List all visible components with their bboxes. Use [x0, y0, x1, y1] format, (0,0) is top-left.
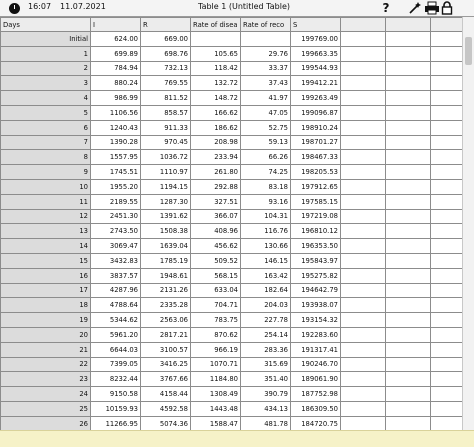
- clock-date: 11.07.2021: [60, 2, 106, 11]
- empty-cell[interactable]: [341, 313, 386, 328]
- row-label[interactable]: 10: [1, 179, 91, 194]
- table-cell[interactable]: 74.25: [241, 165, 291, 180]
- column-header[interactable]: [431, 18, 463, 32]
- table-cell[interactable]: 59.13: [241, 135, 291, 150]
- empty-cell[interactable]: [431, 209, 463, 224]
- table-cell[interactable]: 2743.50: [91, 224, 141, 239]
- table-cell[interactable]: 732.13: [141, 61, 191, 76]
- table-cell[interactable]: 196353.50: [291, 239, 341, 254]
- table-cell[interactable]: 966.19: [191, 342, 241, 357]
- empty-cell[interactable]: [386, 105, 431, 120]
- table-row: [1, 357, 463, 372]
- column-header[interactable]: R: [141, 18, 191, 32]
- table-cell[interactable]: 283.36: [241, 342, 291, 357]
- empty-cell[interactable]: [386, 61, 431, 76]
- empty-cell[interactable]: [341, 268, 386, 283]
- table-cell[interactable]: 633.04: [191, 283, 241, 298]
- table-cell[interactable]: 6644.03: [91, 342, 141, 357]
- empty-cell[interactable]: [341, 239, 386, 254]
- table-row: [1, 313, 463, 328]
- table-cell[interactable]: 7399.05: [91, 357, 141, 372]
- table-row: [1, 416, 463, 431]
- empty-cell[interactable]: [341, 179, 386, 194]
- table-cell[interactable]: [191, 32, 241, 47]
- table-cell[interactable]: 10159.93: [91, 401, 141, 416]
- table-cell[interactable]: 187752.98: [291, 387, 341, 402]
- table-cell[interactable]: 83.18: [241, 179, 291, 194]
- empty-cell[interactable]: [431, 91, 463, 106]
- column-header[interactable]: I: [91, 18, 141, 32]
- table-cell[interactable]: 197219.08: [291, 209, 341, 224]
- table-cell[interactable]: 408.96: [191, 224, 241, 239]
- table-cell[interactable]: 204.03: [241, 298, 291, 313]
- table-cell[interactable]: 1390.28: [91, 135, 141, 150]
- empty-cell[interactable]: [386, 342, 431, 357]
- empty-cell[interactable]: [341, 165, 386, 180]
- table-cell[interactable]: 1194.15: [141, 179, 191, 194]
- empty-cell[interactable]: [431, 357, 463, 372]
- empty-cell[interactable]: [341, 327, 386, 342]
- help-icon[interactable]: ?: [382, 1, 390, 15]
- empty-cell[interactable]: [431, 342, 463, 357]
- table-cell[interactable]: 132.72: [191, 76, 241, 91]
- table-cell[interactable]: 292.88: [191, 179, 241, 194]
- table-cell[interactable]: 3432.83: [91, 253, 141, 268]
- table-cell[interactable]: 9150.58: [91, 387, 141, 402]
- table-cell[interactable]: 29.76: [241, 46, 291, 61]
- table-cell[interactable]: 4592.58: [141, 401, 191, 416]
- table-row: [1, 105, 463, 120]
- table-cell[interactable]: 5074.36: [141, 416, 191, 431]
- table-cell[interactable]: 2817.21: [141, 327, 191, 342]
- clock-time: 16:07: [28, 2, 52, 11]
- empty-cell[interactable]: [341, 357, 386, 372]
- table-row: [1, 32, 463, 47]
- table-cell[interactable]: 199096.87: [291, 105, 341, 120]
- table-cell[interactable]: 199544.93: [291, 61, 341, 76]
- row-label[interactable]: 21: [1, 342, 91, 357]
- row-label[interactable]: 26: [1, 416, 91, 431]
- table-row: [1, 61, 463, 76]
- table-cell[interactable]: 456.62: [191, 239, 241, 254]
- empty-cell[interactable]: [431, 313, 463, 328]
- empty-cell[interactable]: [386, 32, 431, 47]
- empty-cell[interactable]: [386, 179, 431, 194]
- magic-wand-icon[interactable]: [408, 1, 422, 15]
- table-cell[interactable]: 366.07: [191, 209, 241, 224]
- empty-cell[interactable]: [431, 372, 463, 387]
- table-cell[interactable]: 104.31: [241, 209, 291, 224]
- table-cell[interactable]: 41.97: [241, 91, 291, 106]
- table-cell[interactable]: 1785.19: [141, 253, 191, 268]
- empty-cell[interactable]: [386, 239, 431, 254]
- table-cell[interactable]: 1391.62: [141, 209, 191, 224]
- empty-cell[interactable]: [341, 224, 386, 239]
- row-label[interactable]: 25: [1, 401, 91, 416]
- empty-cell[interactable]: [431, 150, 463, 165]
- empty-cell[interactable]: [386, 387, 431, 402]
- empty-cell[interactable]: [431, 165, 463, 180]
- row-label[interactable]: 20: [1, 327, 91, 342]
- table-cell[interactable]: 1106.56: [91, 105, 141, 120]
- empty-cell[interactable]: [386, 209, 431, 224]
- table-cell[interactable]: 193938.07: [291, 298, 341, 313]
- empty-cell[interactable]: [386, 46, 431, 61]
- table-cell[interactable]: [241, 32, 291, 47]
- table-row: [1, 150, 463, 165]
- empty-cell[interactable]: [431, 120, 463, 135]
- table-cell[interactable]: 1240.43: [91, 120, 141, 135]
- table-cell[interactable]: 1948.61: [141, 268, 191, 283]
- table-cell[interactable]: 669.00: [141, 32, 191, 47]
- table-cell[interactable]: 52.75: [241, 120, 291, 135]
- empty-cell[interactable]: [431, 298, 463, 313]
- row-label[interactable]: Initial: [1, 32, 91, 47]
- table-row: [1, 194, 463, 209]
- empty-cell[interactable]: [431, 224, 463, 239]
- table-cell[interactable]: 190246.70: [291, 357, 341, 372]
- empty-cell[interactable]: [431, 32, 463, 47]
- empty-cell[interactable]: [431, 135, 463, 150]
- table-cell[interactable]: 93.16: [241, 194, 291, 209]
- table-cell[interactable]: 698.76: [141, 46, 191, 61]
- table-cell[interactable]: 811.52: [141, 91, 191, 106]
- table-cell[interactable]: 116.76: [241, 224, 291, 239]
- empty-cell[interactable]: [341, 105, 386, 120]
- table-cell[interactable]: 233.94: [191, 150, 241, 165]
- table-cell[interactable]: 4788.64: [91, 298, 141, 313]
- table-cell[interactable]: 5344.62: [91, 313, 141, 328]
- table-cell[interactable]: 37.43: [241, 76, 291, 91]
- empty-cell[interactable]: [431, 401, 463, 416]
- table-cell[interactable]: 3069.47: [91, 239, 141, 254]
- table-cell[interactable]: 568.15: [191, 268, 241, 283]
- table-cell[interactable]: 198467.33: [291, 150, 341, 165]
- table-cell[interactable]: 699.89: [91, 46, 141, 61]
- window-title: Table 1 (Untitled Table): [198, 2, 290, 11]
- table-cell[interactable]: 1184.80: [191, 372, 241, 387]
- empty-cell[interactable]: [386, 150, 431, 165]
- row-label[interactable]: 5: [1, 105, 91, 120]
- row-label[interactable]: 9: [1, 165, 91, 180]
- table-cell[interactable]: 195843.97: [291, 253, 341, 268]
- table-cell[interactable]: 1036.72: [141, 150, 191, 165]
- empty-cell[interactable]: [386, 120, 431, 135]
- table-row: [1, 91, 463, 106]
- column-header[interactable]: Days: [1, 18, 91, 32]
- row-label[interactable]: 17: [1, 283, 91, 298]
- table-cell[interactable]: 481.78: [241, 416, 291, 431]
- empty-cell[interactable]: [341, 253, 386, 268]
- table-cell[interactable]: 194642.79: [291, 283, 341, 298]
- table-cell[interactable]: 197585.15: [291, 194, 341, 209]
- row-label[interactable]: 22: [1, 357, 91, 372]
- table-cell[interactable]: 227.78: [241, 313, 291, 328]
- empty-cell[interactable]: [341, 298, 386, 313]
- table-row: [1, 372, 463, 387]
- table-cell[interactable]: 195275.82: [291, 268, 341, 283]
- table-cell[interactable]: 986.99: [91, 91, 141, 106]
- empty-cell[interactable]: [431, 283, 463, 298]
- table-row: [1, 298, 463, 313]
- empty-cell[interactable]: [431, 105, 463, 120]
- table-cell[interactable]: 1287.30: [141, 194, 191, 209]
- table-cell[interactable]: 1110.97: [141, 165, 191, 180]
- empty-cell[interactable]: [431, 416, 463, 431]
- column-header[interactable]: [341, 18, 386, 32]
- clock-icon: [9, 3, 20, 14]
- empty-cell[interactable]: [386, 283, 431, 298]
- table-row: [1, 46, 463, 61]
- empty-cell[interactable]: [341, 76, 386, 91]
- empty-cell[interactable]: [386, 313, 431, 328]
- table-row: [1, 224, 463, 239]
- table-cell[interactable]: 191317.41: [291, 342, 341, 357]
- table-cell[interactable]: 4158.44: [141, 387, 191, 402]
- table-cell[interactable]: 208.98: [191, 135, 241, 150]
- table-cell[interactable]: 1443.48: [191, 401, 241, 416]
- empty-cell[interactable]: [431, 239, 463, 254]
- table-cell[interactable]: 186309.50: [291, 401, 341, 416]
- empty-cell[interactable]: [341, 150, 386, 165]
- row-label[interactable]: 14: [1, 239, 91, 254]
- row-label[interactable]: 13: [1, 224, 91, 239]
- table-row: [1, 268, 463, 283]
- empty-cell[interactable]: [431, 194, 463, 209]
- table-cell[interactable]: 783.75: [191, 313, 241, 328]
- row-label[interactable]: 7: [1, 135, 91, 150]
- table-cell[interactable]: 192283.60: [291, 327, 341, 342]
- table-cell[interactable]: 2335.28: [141, 298, 191, 313]
- table-cell[interactable]: 1588.47: [191, 416, 241, 431]
- table-cell[interactable]: 261.80: [191, 165, 241, 180]
- table-cell[interactable]: 2563.06: [141, 313, 191, 328]
- table-cell[interactable]: 509.52: [191, 253, 241, 268]
- row-label[interactable]: 18: [1, 298, 91, 313]
- table-row: [1, 342, 463, 357]
- empty-cell[interactable]: [431, 179, 463, 194]
- lock-icon[interactable]: [441, 1, 453, 15]
- table-cell[interactable]: 3416.25: [141, 357, 191, 372]
- table-cell[interactable]: 970.45: [141, 135, 191, 150]
- table-row: [1, 327, 463, 342]
- row-label[interactable]: 2: [1, 61, 91, 76]
- table-cell[interactable]: 254.14: [241, 327, 291, 342]
- table-cell[interactable]: 1955.20: [91, 179, 141, 194]
- table-cell[interactable]: 163.42: [241, 268, 291, 283]
- table-cell[interactable]: 5961.20: [91, 327, 141, 342]
- table-cell[interactable]: 1745.51: [91, 165, 141, 180]
- table-cell[interactable]: 858.57: [141, 105, 191, 120]
- table-cell[interactable]: 624.00: [91, 32, 141, 47]
- empty-cell[interactable]: [341, 416, 386, 431]
- table-cell[interactable]: 2131.26: [141, 283, 191, 298]
- row-label[interactable]: 16: [1, 268, 91, 283]
- empty-cell[interactable]: [431, 76, 463, 91]
- empty-cell[interactable]: [341, 194, 386, 209]
- row-label[interactable]: 19: [1, 313, 91, 328]
- empty-cell[interactable]: [341, 342, 386, 357]
- row-label[interactable]: 15: [1, 253, 91, 268]
- print-icon[interactable]: [424, 1, 440, 15]
- data-table: [0, 17, 463, 446]
- table-cell[interactable]: 2451.30: [91, 209, 141, 224]
- empty-cell[interactable]: [386, 165, 431, 180]
- row-label[interactable]: 3: [1, 76, 91, 91]
- table-cell[interactable]: 769.55: [141, 76, 191, 91]
- table-cell[interactable]: 1070.71: [191, 357, 241, 372]
- table-cell[interactable]: 146.15: [241, 253, 291, 268]
- empty-cell[interactable]: [341, 372, 386, 387]
- empty-cell[interactable]: [386, 135, 431, 150]
- table-cell[interactable]: 66.26: [241, 150, 291, 165]
- empty-cell[interactable]: [386, 253, 431, 268]
- empty-cell[interactable]: [386, 91, 431, 106]
- empty-cell[interactable]: [431, 268, 463, 283]
- empty-cell[interactable]: [386, 401, 431, 416]
- table-row: [1, 387, 463, 402]
- table-cell[interactable]: 1308.49: [191, 387, 241, 402]
- table-row: [1, 283, 463, 298]
- empty-cell[interactable]: [386, 224, 431, 239]
- table-row: [1, 135, 463, 150]
- empty-cell[interactable]: [341, 32, 386, 47]
- row-label[interactable]: 23: [1, 372, 91, 387]
- table-cell[interactable]: 880.24: [91, 76, 141, 91]
- row-label[interactable]: 8: [1, 150, 91, 165]
- table-cell[interactable]: 189061.90: [291, 372, 341, 387]
- row-label[interactable]: 6: [1, 120, 91, 135]
- table-cell[interactable]: 198701.27: [291, 135, 341, 150]
- status-bar: [0, 430, 474, 447]
- table-cell[interactable]: 1508.38: [141, 224, 191, 239]
- table-cell[interactable]: 2189.55: [91, 194, 141, 209]
- scrollbar-thumb[interactable]: [465, 37, 472, 65]
- row-label[interactable]: 11: [1, 194, 91, 209]
- empty-cell[interactable]: [341, 91, 386, 106]
- table-cell[interactable]: 199412.21: [291, 76, 341, 91]
- table-cell[interactable]: 327.51: [191, 194, 241, 209]
- empty-cell[interactable]: [386, 194, 431, 209]
- empty-cell[interactable]: [341, 387, 386, 402]
- header-row: [1, 18, 463, 32]
- empty-cell[interactable]: [341, 283, 386, 298]
- table-cell[interactable]: 199263.49: [291, 91, 341, 106]
- table-cell[interactable]: 390.79: [241, 387, 291, 402]
- table-cell[interactable]: 315.69: [241, 357, 291, 372]
- table-cell[interactable]: 434.13: [241, 401, 291, 416]
- empty-cell[interactable]: [341, 209, 386, 224]
- data-table-container[interactable]: [0, 17, 474, 430]
- empty-cell[interactable]: [431, 327, 463, 342]
- table-cell[interactable]: 184720.75: [291, 416, 341, 431]
- table-cell[interactable]: 1557.95: [91, 150, 141, 165]
- empty-cell[interactable]: [341, 135, 386, 150]
- empty-cell[interactable]: [341, 46, 386, 61]
- table-cell[interactable]: 148.72: [191, 91, 241, 106]
- empty-cell[interactable]: [386, 372, 431, 387]
- table-cell[interactable]: 4287.96: [91, 283, 141, 298]
- empty-cell[interactable]: [386, 76, 431, 91]
- row-label[interactable]: 12: [1, 209, 91, 224]
- table-cell[interactable]: 186.62: [191, 120, 241, 135]
- table-cell[interactable]: 199663.35: [291, 46, 341, 61]
- table-cell[interactable]: 11266.95: [91, 416, 141, 431]
- table-cell[interactable]: 47.05: [241, 105, 291, 120]
- table-cell[interactable]: 196810.12: [291, 224, 341, 239]
- table-row: [1, 76, 463, 91]
- table-cell[interactable]: 911.33: [141, 120, 191, 135]
- row-label[interactable]: 4: [1, 91, 91, 106]
- empty-cell[interactable]: [386, 327, 431, 342]
- row-label[interactable]: 24: [1, 387, 91, 402]
- table-cell[interactable]: 193154.32: [291, 313, 341, 328]
- vertical-scrollbar[interactable]: [462, 17, 474, 430]
- table-cell[interactable]: 130.66: [241, 239, 291, 254]
- table-cell[interactable]: 3837.57: [91, 268, 141, 283]
- empty-cell[interactable]: [386, 268, 431, 283]
- row-label[interactable]: 1: [1, 46, 91, 61]
- table-row: [1, 120, 463, 135]
- empty-cell[interactable]: [431, 253, 463, 268]
- empty-cell[interactable]: [341, 120, 386, 135]
- table-row: [1, 209, 463, 224]
- table-cell[interactable]: 118.42: [191, 61, 241, 76]
- table-cell[interactable]: 198205.53: [291, 165, 341, 180]
- table-row: [1, 179, 463, 194]
- table-cell[interactable]: 1639.04: [141, 239, 191, 254]
- column-header[interactable]: Rate of reco: [241, 18, 291, 32]
- table-cell[interactable]: 704.71: [191, 298, 241, 313]
- column-header[interactable]: [386, 18, 431, 32]
- empty-cell[interactable]: [341, 61, 386, 76]
- table-cell[interactable]: 870.62: [191, 327, 241, 342]
- table-cell[interactable]: 182.64: [241, 283, 291, 298]
- table-cell[interactable]: 198910.24: [291, 120, 341, 135]
- column-header[interactable]: Rate of disea: [191, 18, 241, 32]
- table-cell[interactable]: 199769.00: [291, 32, 341, 47]
- empty-cell[interactable]: [431, 61, 463, 76]
- empty-cell[interactable]: [386, 416, 431, 431]
- table-row: [1, 239, 463, 254]
- table-cell[interactable]: 8232.44: [91, 372, 141, 387]
- column-header[interactable]: S: [291, 18, 341, 32]
- empty-cell[interactable]: [431, 387, 463, 402]
- table-cell[interactable]: 3100.57: [141, 342, 191, 357]
- empty-cell[interactable]: [386, 298, 431, 313]
- table-cell[interactable]: 784.94: [91, 61, 141, 76]
- table-row: [1, 165, 463, 180]
- table-cell[interactable]: 197912.65: [291, 179, 341, 194]
- table-cell[interactable]: 166.62: [191, 105, 241, 120]
- table-row: [1, 253, 463, 268]
- empty-cell[interactable]: [341, 401, 386, 416]
- top-toolbar: [0, 0, 474, 17]
- table-cell[interactable]: 33.37: [241, 61, 291, 76]
- empty-cell[interactable]: [386, 357, 431, 372]
- table-cell[interactable]: 105.65: [191, 46, 241, 61]
- empty-cell[interactable]: [431, 46, 463, 61]
- table-row: [1, 401, 463, 416]
- table-cell[interactable]: 351.40: [241, 372, 291, 387]
- table-cell[interactable]: 3767.66: [141, 372, 191, 387]
